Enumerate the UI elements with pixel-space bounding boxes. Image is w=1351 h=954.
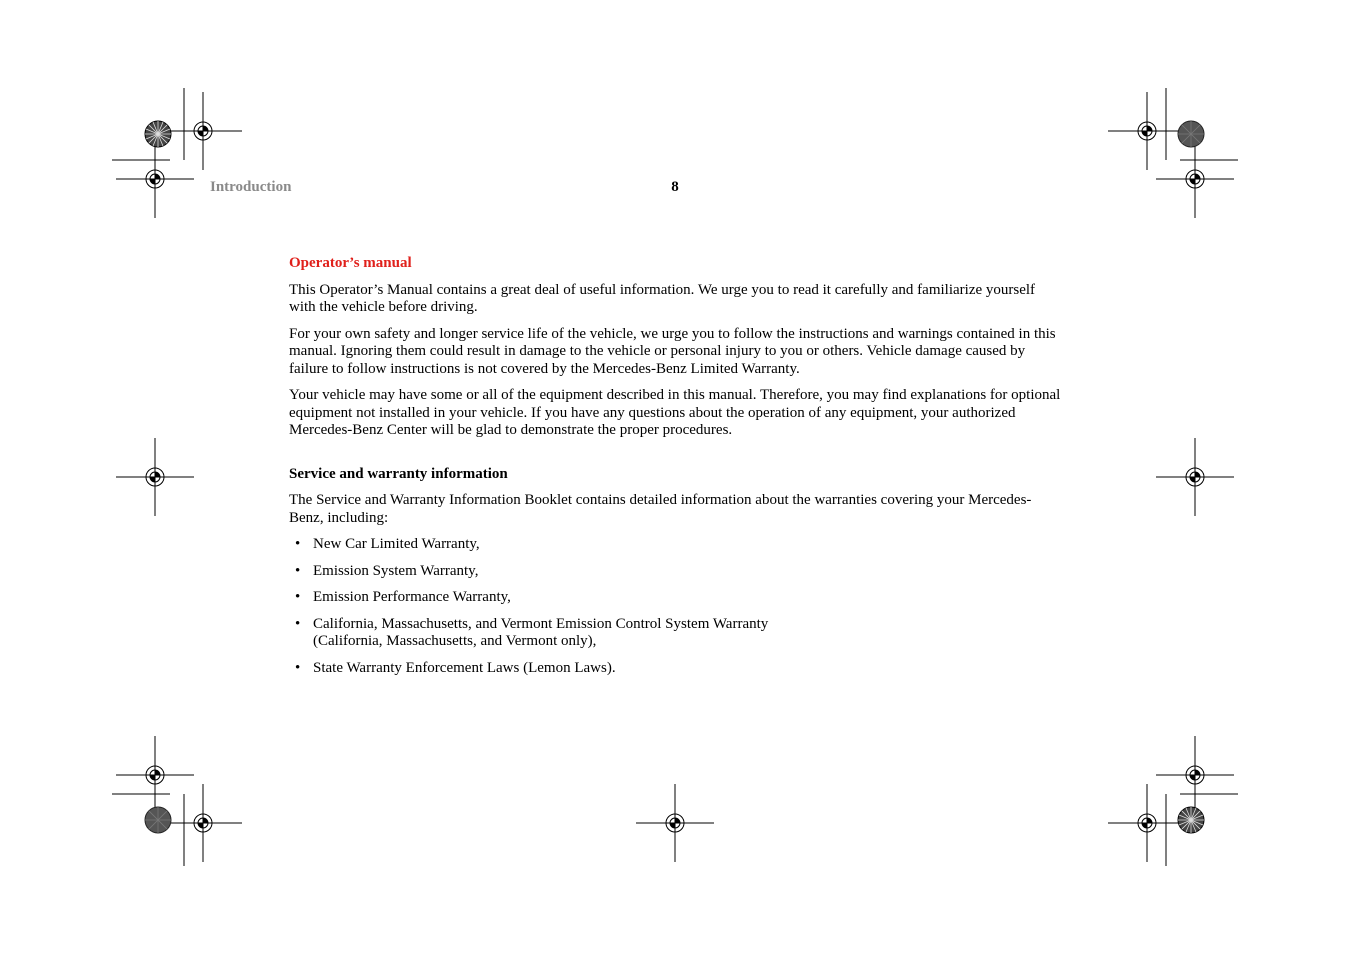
list-item-text: Emission System Warranty,: [313, 562, 479, 579]
running-head: Introduction: [210, 179, 292, 195]
paragraph: For your own safety and longer service life of the vehicle, we urge you to follow the instructions and warnings contained in this manual. Ignoring them could result in damage to the vehicle or personal injury to you or others. Vehicle damage caused by failure to follow instructions is not covered by the Mercedes-Benz Limited Warranty.: [289, 325, 1056, 377]
bullet-icon: •: [295, 536, 301, 552]
page-content: [289, 255, 1064, 686]
paragraph: The Service and Warranty Information Booklet contains detailed information about the warranties covering your Mercedes-Benz, including:: [289, 492, 1032, 526]
list-item-text: Emission Performance Warranty,: [313, 589, 511, 605]
paragraph: Your vehicle may have some or all of the equipment described in this manual. Therefore, you may find explanations for optional equipment not installed in your vehicle. If you have any questions about the operation of any equipment, your authorized Mercedes-Benz Center will be glad to demonstrate the proper procedures.: [289, 387, 1061, 438]
bullet-icon: •: [295, 615, 301, 632]
list-item: [289, 563, 1064, 581]
list-item: [289, 616, 1064, 651]
paragraph: This Operator’s Manual contains a great deal of useful information. We urge you to read it carefully and familiarize yourself with the vehicle before driving.: [289, 281, 1036, 315]
section-heading-operators-manual: Operator’s manual: [289, 255, 412, 271]
page-number: 8: [671, 179, 679, 195]
list-item-text: California, Massachusetts, and Vermont Emission Control System Warranty (California, Massachusetts, and Vermont only),: [313, 615, 769, 649]
list-item-text: New Car Limited Warranty,: [313, 536, 480, 552]
bullet-icon: •: [295, 659, 301, 676]
bullet-icon: •: [295, 562, 301, 579]
list-item: [289, 536, 1064, 554]
section-heading-service-warranty: Service and warranty information: [289, 465, 508, 482]
bullet-icon: •: [295, 589, 301, 605]
list-item-text: State Warranty Enforcement Laws (Lemon Laws).: [313, 659, 616, 676]
list-item: [289, 589, 1064, 607]
list-item: [289, 660, 1064, 678]
warranty-list: [289, 536, 1064, 677]
